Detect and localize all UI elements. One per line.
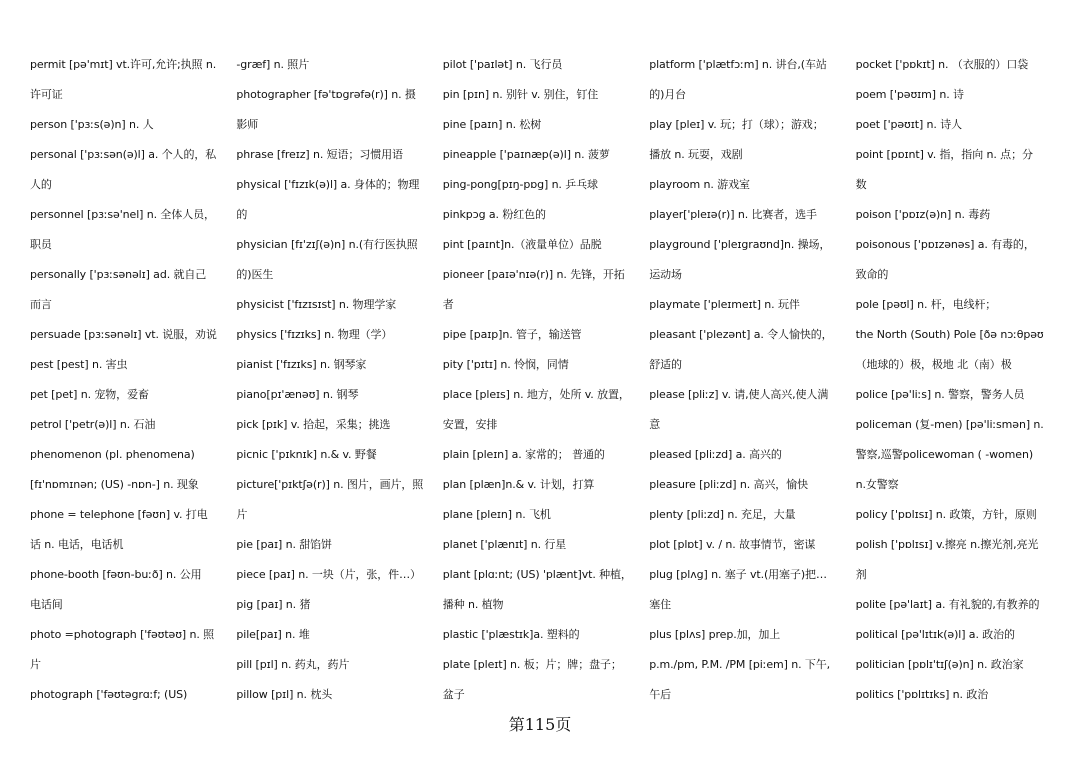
entry-line: poet ['pəʊɪt] n. 诗人 (855, 118, 962, 131)
entry-line: petrol ['petr(ə)l] n. 石油 (30, 418, 156, 431)
entry-line: pineapple ['paɪnæp(ə)l] n. 菠萝 (442, 148, 610, 161)
entry-line: plot [plɒt] v. / n. 故事情节，密谋 (649, 538, 816, 551)
entry-line: 意 (649, 418, 661, 431)
entry-line: permit [pə'mɪt] vt.许可,允许;执照 n. (30, 58, 217, 71)
entry-line: pillow [pɪl] n. 枕头 (236, 688, 333, 701)
entry-line: poison ['pɒɪz(ə)n] n. 毒药 (855, 208, 991, 221)
entry-line: 运动场 (649, 268, 682, 281)
entry-line: piece [paɪ] n. 一块（片，张，件…） (236, 568, 421, 581)
entry-line: playroom n. 游戏室 (649, 178, 750, 191)
entry-line: pest [pest] n. 害虫 (30, 358, 128, 371)
entry-line: pig [paɪ] n. 猪 (236, 598, 311, 611)
entry-line: playmate ['pleɪmeɪt] n. 玩伴 (649, 298, 800, 311)
entry-line: pinkpɔg a. 粉红色的 (442, 208, 546, 221)
entry-line: policeman (复-men) [pə'liːsmən] n. (855, 418, 1044, 431)
entry-line: personally ['pɜːsənəlɪ] ad. 就自己 (30, 268, 207, 281)
entry-line: plan [plæn]n.& v. 计划，打算 (442, 478, 595, 491)
entry-line: photo =photograph ['fəʊtəʊ] n. 照 (30, 628, 215, 641)
entry-line: please [pliːz] v. 请,使人高兴,使人满 (649, 388, 829, 401)
entry-line: plant [plɑːnt; (US) 'plænt]vt. 种植， (442, 568, 632, 581)
entry-line: playground ['pleɪgraʊnd]n. 操场， (649, 238, 831, 251)
entry-line: 警察,巡警policewoman ( -women) (855, 448, 1034, 461)
entry-line: 的)医生 (236, 268, 274, 281)
entry-line: pleased [pliːzd] a. 高兴的 (649, 448, 782, 461)
entry-line: phone = telephone [fəʊn] v. 打电 (30, 508, 208, 521)
entry-line: 职员 (30, 238, 52, 251)
entry-line: pocket ['pɒkɪt] n. （衣服的）口袋 (855, 58, 1029, 71)
entry-line: politician [pɒlɪ'tɪʃ(ə)n] n. 政治家 (855, 658, 1024, 671)
entry-line: 许可证 (30, 88, 63, 101)
entry-line: ping-pong[pɪŋ-pɒg] n. 乒乓球 (442, 178, 598, 191)
entry-line: 人的 (30, 178, 52, 191)
entry-line: photographer [fə'tɒgrəfə(r)] n. 摄 (236, 88, 416, 101)
page-number: 第115页 (508, 715, 572, 734)
entry-line: poem ['pəʊɪm] n. 诗 (855, 88, 964, 101)
entry-line: 舒适的 (649, 358, 682, 371)
entry-line: pine [paɪn] n. 松树 (442, 118, 542, 131)
word-column (30, 50, 229, 710)
entry-line: phenomenon (pl. phenomena) (30, 448, 195, 461)
entry-line: point [pɒɪnt] v. 指，指向 n. 点；分 (855, 148, 1033, 161)
word-column (443, 50, 642, 710)
entry-line: police [pə'liːs] n. 警察，警务人员 (855, 388, 1025, 401)
entry-line: 播种 n. 植物 (442, 598, 504, 611)
word-columns (30, 50, 1055, 710)
entry-line: pity ['pɪtɪ] n. 怜悯，同情 (442, 358, 569, 371)
entry-line: plate [pleɪt] n. 板；片；牌；盘子； (442, 658, 622, 671)
entry-line: [fɪ'nɒmɪnən; (US) -nɒn-] n. 现象 (30, 478, 199, 491)
entry-line: play [pleɪ] v. 玩；打（球）；游戏； (649, 118, 824, 131)
entry-line: political [pə'lɪtɪk(ə)l] a. 政治的 (855, 628, 1015, 641)
entry-line: pill [pɪl] n. 药丸，药片 (236, 658, 350, 671)
entry-line: n.女警察 (855, 478, 899, 491)
entry-line: physics ['fɪzɪks] n. 物理（学） (236, 328, 393, 341)
entry-line: （地球的）极，极地 北（南）极 (855, 358, 1012, 371)
entry-line: piano[pɪ'ænəʊ] n. 钢琴 (236, 388, 359, 401)
entry-line: 致命的 (855, 268, 889, 281)
entry-line: pleasure [pliːzd] n. 高兴，愉快 (649, 478, 808, 491)
entry-line: pioneer [paɪə'nɪə(r)] n. 先锋，开拓 (442, 268, 625, 281)
entry-line: pleasant ['plezənt] a. 令人愉快的， (649, 328, 833, 341)
entry-line: 盆子 (442, 688, 465, 701)
word-column (236, 50, 435, 710)
entry-line: planet ['plænɪt] n. 行星 (442, 538, 567, 551)
entry-line: pick [pɪk] v. 拾起，采集；挑选 (236, 418, 391, 431)
entry-line: 剂 (855, 568, 867, 581)
entry-line: p.m./pm, P.M. /PM [piːem] n. 下午, (649, 658, 831, 671)
entry-line: 的 (236, 208, 248, 221)
entry-line: plug [plʌg] n. 塞子 vt.(用塞子)把… (649, 568, 827, 581)
entry-line: 塞住 (649, 598, 671, 611)
entry-line: politics ['pɒlɪtɪks] n. 政治 (855, 688, 989, 701)
entry-line: plane [pleɪn] n. 飞机 (442, 508, 551, 521)
entry-line: place [pleɪs] n. 地方，处所 v. 放置， (442, 388, 630, 401)
entry-line: 影师 (236, 118, 259, 131)
entry-line: pet [pet] n. 宠物，爱畜 (30, 388, 149, 401)
entry-line: polite [pə'laɪt] a. 有礼貌的,有教养的 (855, 598, 1040, 611)
entry-line: pipe [paɪp]n. 管子，输送管 (442, 328, 582, 341)
entry-line: 而言 (30, 298, 52, 311)
entry-line: pole [pəʊl] n. 杆，电线杆； (855, 298, 997, 311)
entry-line: pile[paɪ] n. 堆 (236, 628, 310, 641)
entry-line: poisonous ['pɒɪzənəs] a. 有毒的， (855, 238, 1035, 251)
entry-line: plenty [pliːzd] n. 充足，大量 (649, 508, 796, 521)
entry-line: pie [paɪ] n. 甜馅饼 (236, 538, 332, 551)
entry-line: pianist ['fɪzɪks] n. 钢琴家 (236, 358, 367, 371)
entry-line: player['pleɪə(r)] n. 比赛者，选手 (649, 208, 817, 221)
word-column (856, 50, 1055, 710)
entry-line: 安置，安排 (442, 418, 498, 431)
entry-line: picture['pɪktʃə(r)] n. 图片，画片，照 (236, 478, 424, 491)
entry-line: personnel [pɜːsə'nel] n. 全体人员， (30, 208, 215, 221)
entry-line: 午后 (649, 688, 671, 701)
entry-line: 话 n. 电话，电话机 (30, 538, 124, 551)
entry-line: person ['pɜːs(ə)n] n. 人 (30, 118, 154, 131)
entry-line: plain [pleɪn] a. 家常的； 普通的 (442, 448, 605, 461)
entry-line: phone-booth [fəʊn-buːð] n. 公用 (30, 568, 202, 581)
entry-line: phrase [freɪz] n. 短语；习惯用语 (236, 148, 403, 161)
entry-line: platform ['plætfɔːm] n. 讲台,(车站 (649, 58, 827, 71)
entry-line: physician [fɪ'zɪʃ(ə)n] n.(有行医执照 (236, 238, 418, 251)
entry-line: pilot ['paɪlət] n. 飞行员 (442, 58, 563, 71)
entry-line: physicist ['fɪzɪsɪst] n. 物理学家 (236, 298, 397, 311)
entry-line: photograph ['fəʊtəgrɑːf; (US) (30, 688, 188, 701)
entry-line: 片 (236, 508, 248, 521)
entry-line: picnic ['pɪknɪk] n.& v. 野餐 (236, 448, 377, 461)
entry-line: 数 (855, 178, 867, 191)
entry-line: plastic ['plæstɪk]a. 塑料的 (442, 628, 580, 641)
entry-line: -græf] n. 照片 (236, 58, 310, 71)
entry-line: 的)月台 (649, 88, 687, 101)
entry-line: physical ['fɪzɪk(ə)l] a. 身体的；物理 (236, 178, 420, 191)
entry-line: 者 (442, 298, 454, 311)
entry-line: polish ['pɒlɪsɪ] v.擦亮 n.擦光剂,亮光 (855, 538, 1039, 551)
entry-line: persuade [pɜːsənəlɪ] vt. 说服，劝说 (30, 328, 217, 341)
entry-line: personal ['pɜːsən(ə)l] a. 个人的，私 (30, 148, 217, 161)
entry-line: 电话间 (30, 598, 63, 611)
entry-line: pin [pɪn] n. 别针 v. 别住，钉住 (442, 88, 599, 101)
word-column (649, 50, 848, 710)
entry-line: the North (South) Pole [ðə nɔːθpəʊ (855, 328, 1044, 341)
entry-line: 片 (30, 658, 41, 671)
entry-line: 播放 n. 玩耍，戏剧 (649, 148, 743, 161)
entry-line: policy ['pɒlɪsɪ] n. 政策，方针，原则 (855, 508, 1037, 521)
entry-line: pint [paɪnt]n.（液量单位）品脱 (442, 238, 602, 251)
entry-line: plus [plʌs] prep.加，加上 (649, 628, 781, 641)
